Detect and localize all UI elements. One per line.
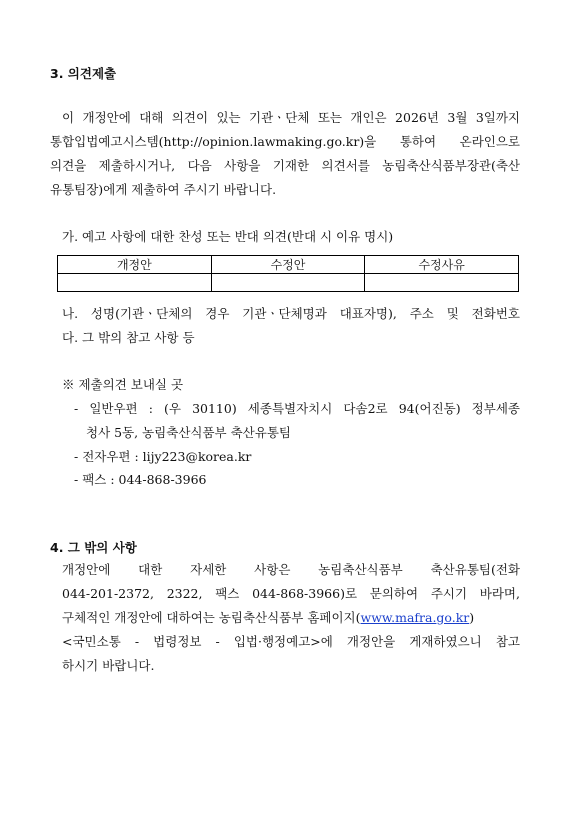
section-4-line-2: 044-201-2372, 2322, 팩스 044-868-3966)로 문의하여 주시기 바라며,: [62, 586, 520, 601]
mail-address-line-2: 청사 5동, 농림축산식품부 축산유통팀: [86, 425, 291, 440]
item-ga: 가. 예고 사항에 대한 찬성 또는 반대 의견(반대 시 이유 명시): [62, 229, 394, 244]
table-cell: [58, 274, 212, 292]
table-header-cell: 수정사유: [365, 256, 519, 274]
section-4-line-3: [62, 610, 474, 626]
table-header-cell: 수정안: [211, 256, 365, 274]
table-cell: [211, 274, 365, 292]
section-4-heading: 4. 그 밖의 사항: [50, 540, 137, 555]
table-row: [58, 274, 519, 292]
opinion-table: [57, 255, 519, 292]
section-4-line-3-text: 구체적인 개정안에 대하여는 농림축산식품부 홈페이지(: [62, 610, 361, 625]
table-cell: [365, 274, 519, 292]
mail-address-line-1: - 일반우편 : (우 30110) 세종특별자치시 다솜2로 94(어진동) 정부세종: [74, 401, 520, 416]
table-header-cell: 개정안: [58, 256, 212, 274]
email-address: - 전자우편 : lijy223@korea.kr: [74, 449, 252, 464]
section-4-line-4: <국민소통 - 법령정보 - 입법·행정예고>에 개정안을 게재하였으니 참고: [62, 634, 520, 649]
section-3-paragraph-line-3: 의견을 제출하시거나, 다음 사항을 기재한 의견서를 농림축산식품부장관(축산: [50, 158, 520, 173]
section-3-paragraph-line-1: 이 개정안에 대해 의견이 있는 기관ㆍ단체 또는 개인은 2026년 3월 3일까지: [62, 110, 520, 125]
item-da: 다. 그 밖의 참고 사항 등: [62, 330, 195, 345]
section-4-line-1: 개정안에 대한 자세한 사항은 농림축산식품부 축산유통팀(전화: [62, 562, 520, 577]
section-4-line-5: 하시기 바랍니다.: [62, 658, 155, 673]
section-3-heading: 3. 의견제출: [50, 66, 117, 81]
table-header-row: [58, 256, 519, 274]
section-3-paragraph-line-4: 유통팀장)에게 제출하여 주시기 바랍니다.: [50, 182, 277, 197]
section-3-paragraph-line-2: 통합입법예고시스템(http://opinion.lawmaking.go.kr)을 통하여 온라인으로: [50, 134, 520, 149]
item-na: 나. 성명(기관ㆍ단체의 경우 기관ㆍ단체명과 대표자명), 주소 및 전화번호: [62, 306, 520, 321]
section-4-line-3-close: ): [469, 610, 475, 625]
mafra-homepage-link[interactable]: www.mafra.go.kr: [360, 610, 470, 625]
fax-number: - 팩스 : 044-868-3966: [74, 472, 207, 487]
submit-destination-title: ※ 제출의견 보내실 곳: [62, 377, 184, 392]
